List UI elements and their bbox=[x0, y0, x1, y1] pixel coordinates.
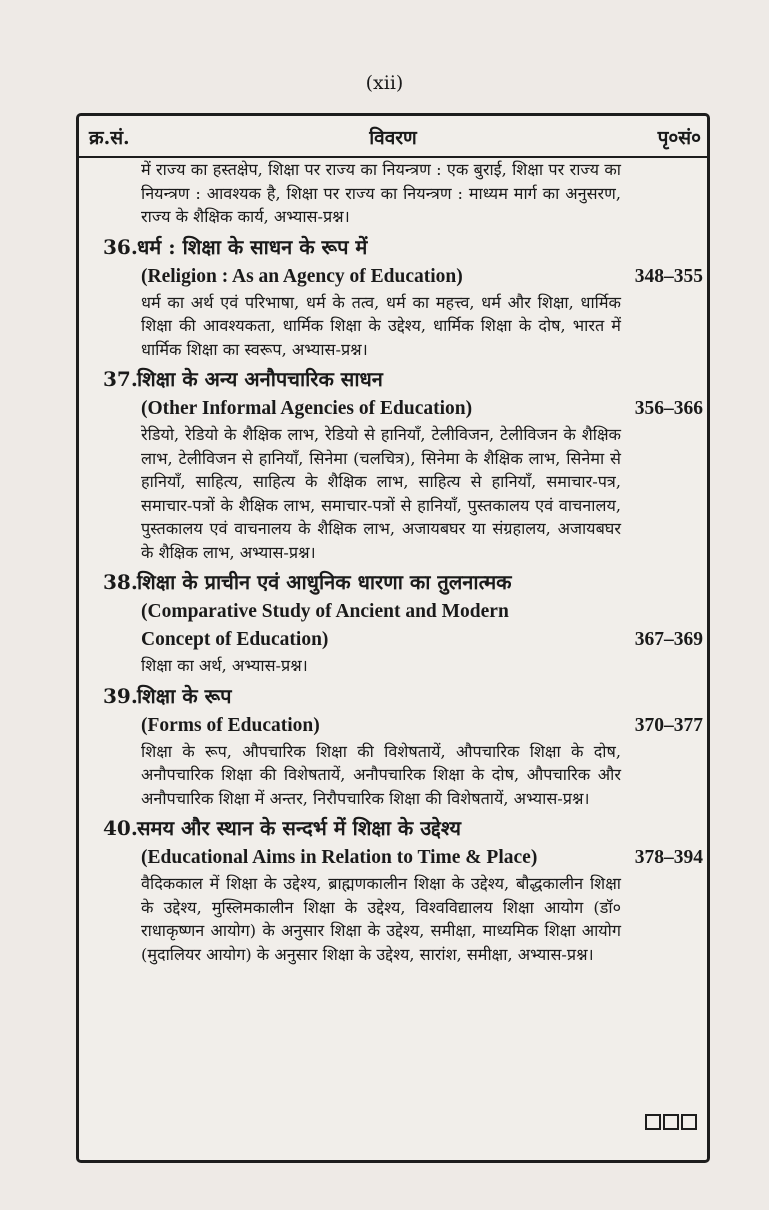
header-serial-number: क्र.सं. bbox=[89, 127, 130, 149]
entry-subtitle-row bbox=[141, 395, 703, 423]
entry-title-text: शिक्षा के अन्य अनौपचारिक साधन bbox=[137, 367, 383, 391]
entry-number: 40. bbox=[103, 816, 138, 840]
entry-title-text: धर्म : शिक्षा के साधन के रूप में bbox=[137, 234, 368, 259]
entry-number: 39. bbox=[103, 683, 138, 708]
entry-title bbox=[103, 231, 707, 263]
entry-pages: 378–394 bbox=[634, 847, 703, 868]
entry-title bbox=[103, 566, 707, 598]
entry-subtitle-row bbox=[141, 712, 703, 740]
contents-table bbox=[76, 113, 710, 1163]
page-number: (xii) bbox=[365, 72, 404, 94]
entry-subtitle: (Forms of Education) bbox=[141, 714, 320, 736]
entry-pages: 367–369 bbox=[634, 629, 703, 650]
end-square-icon bbox=[645, 1114, 661, 1130]
entry-subtitle-row bbox=[141, 263, 703, 291]
entry-title-text: शिक्षा के प्राचीन एवं आधुनिक धारणा का तुलनात्मक bbox=[137, 570, 512, 594]
entry-title bbox=[103, 812, 707, 844]
toc-entry bbox=[79, 566, 707, 678]
end-square-icon bbox=[681, 1114, 697, 1130]
toc-entry bbox=[79, 231, 707, 362]
entry-number: 36. bbox=[103, 234, 138, 259]
entry-subtitle: Concept of Education) bbox=[141, 629, 329, 650]
end-square-icon bbox=[663, 1114, 679, 1130]
end-of-section-marks bbox=[645, 1114, 697, 1130]
intro-description: में राज्य का हस्तक्षेप, शिक्षा पर राज्य का नियन्त्रण : एक बुराई, शिक्षा पर राज्य का नियन्त्रण : आवश्यक है, शिक्षा पर राज्य का नियन्त्रण : माध्यम मार्ग का अनुसरण, राज्य के शैक्षिक कार्य, अभ्यास-प्रश्न। bbox=[141, 160, 621, 226]
entry-title-text: समय और स्थान के सन्दर्भ में शिक्षा के उद्देश्य bbox=[137, 816, 461, 840]
entry-description: शिक्षा के रूप, औपचारिक शिक्षा की विशेषतायें, औपचारिक शिक्षा के दोष, अनौपचारिक शिक्षा की विशेषतायें, अनौपचारिक शिक्षा के दोष, औपचारिक और अनौपचारिक शिक्षा में अन्तर, निरौपचारिक शिक्षा की विशेषतायें, अभ्यास-प्रश्न। bbox=[141, 741, 621, 808]
entry-subtitle: (Religion : As an Agency of Education) bbox=[141, 265, 463, 287]
entry-pages: 348–355 bbox=[634, 265, 703, 287]
entry-description: रेडियो, रेडियो के शैक्षिक लाभ, रेडियो से हानियाँ, टेलीविजन, टेलीविजन के शैक्षिक लाभ, टेलीविजन से हानियाँ, सिनेमा (चलचित्र), सिनेमा के शैक्षिक लाभ, सिनेमा से हानियाँ, साहित्य, साहित्य के शैक्षिक लाभ, साहित्य से हानियाँ, समाचार-पत्र, समाचार-पत्रों के शैक्षिक लाभ, समाचार-पत्रों से हानियाँ, पुस्तकालय एवं वाचनालय, पुस्तकालय एवं वाचनालय के शैक्षिक लाभ, अजायबघर या संग्रहालय, अजायबघर के शैक्षिक लाभ, अभ्यास-प्रश्न। bbox=[141, 425, 621, 562]
table-header bbox=[79, 116, 707, 158]
entry-subtitle-row bbox=[141, 626, 703, 654]
entry-subtitle-row bbox=[141, 844, 703, 872]
entry-subtitle: (Educational Aims in Relation to Time & Place) bbox=[141, 847, 538, 868]
entry-number: 38. bbox=[103, 570, 138, 594]
entry-subtitle: (Other Informal Agencies of Education) bbox=[141, 398, 473, 419]
table-body bbox=[79, 158, 707, 966]
entry-description: वैदिककाल में शिक्षा के उद्देश्य, ब्राह्मणकालीन शिक्षा के उद्देश्य, बौद्धकालीन शिक्षा के उद्देश्य, मुस्लिमकालीन शिक्षा के उद्देश्य, विश्वविद्यालय शिक्षा आयोग (डॉ० राधाकृष्णन आयोग) के अनुसार शिक्षा के उद्देश्य, समीक्षा, माध्यमिक शिक्षा आयोग (मुदालियर आयोग) के अनुसार शिक्षा के उद्देश्य, सारांश, समीक्षा, अभ्यास-प्रश्न। bbox=[141, 874, 621, 964]
entry-pages: 370–377 bbox=[634, 714, 703, 736]
entry-title bbox=[103, 680, 707, 712]
header-description: विवरण bbox=[369, 127, 417, 149]
toc-entry bbox=[79, 363, 707, 564]
entry-title bbox=[103, 363, 707, 395]
entry-description: धर्म का अर्थ एवं परिभाषा, धर्म के तत्व, धर्म का महत्त्व, धर्म और शिक्षा, धार्मिक शिक्षा की आवश्यकता, धार्मिक शिक्षा के उद्देश्य, धार्मिक शिक्षा के दोष, भारत में धार्मिक शिक्षा का स्वरूप, अभ्यास-प्रश्न। bbox=[141, 292, 621, 359]
entry-description: शिक्षा का अर्थ, अभ्यास-प्रश्न। bbox=[141, 656, 308, 675]
entry-subtitle-line: (Comparative Study of Ancient and Modern bbox=[141, 601, 509, 622]
entry-pages: 356–366 bbox=[634, 398, 703, 419]
entry-number: 37. bbox=[103, 367, 138, 391]
entry-title-text: शिक्षा के रूप bbox=[137, 683, 232, 708]
toc-entry bbox=[79, 680, 707, 811]
header-page-number: पृ०सं० bbox=[657, 127, 701, 149]
toc-entry bbox=[79, 812, 707, 966]
